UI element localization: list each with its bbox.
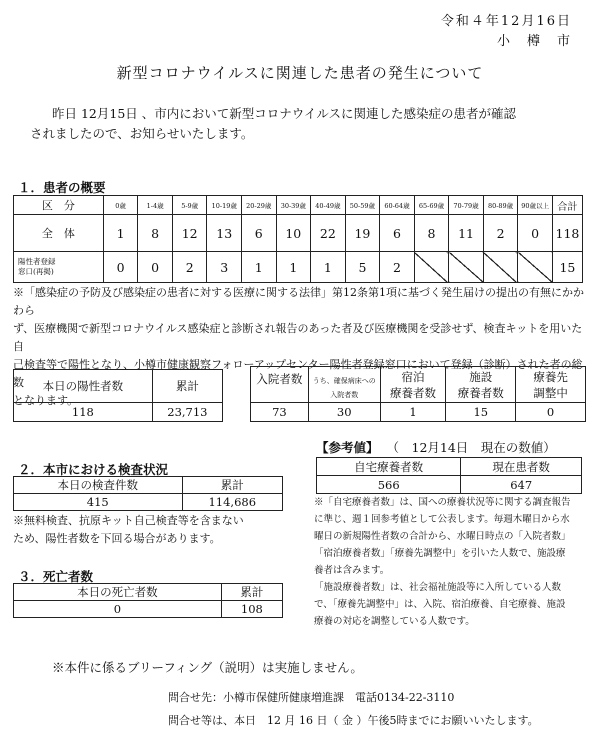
- total-value-10: 11: [449, 215, 484, 252]
- hotel-label-line-2: 療養者数: [390, 385, 436, 400]
- total-value-2: 12: [172, 215, 207, 252]
- reference-subheading: （ 12月14日 現在の数値）: [386, 440, 556, 455]
- age-group-7: 50-59歳: [345, 196, 380, 215]
- age-group-5: 30-39歳: [276, 196, 311, 215]
- tests-total-label: 累計: [182, 477, 282, 494]
- age-group-2: 5-9歳: [172, 196, 207, 215]
- intro-line-2: されましたので、お知らせいたします。: [30, 126, 254, 141]
- total-row: [14, 215, 583, 252]
- issuing-city: 小 樽 市: [496, 34, 572, 49]
- registration-value-8: 2: [380, 252, 415, 283]
- registration-value-6: 1: [311, 252, 346, 283]
- registration-value-10-diagonal: [449, 252, 484, 283]
- total-value-1: 8: [138, 215, 173, 252]
- hospitalization-table: [250, 366, 586, 422]
- document-date-block: [441, 12, 572, 52]
- home-care-label: 自宅療養者数: [317, 458, 461, 476]
- total-value-6: 22: [311, 215, 346, 252]
- reference-note-line-3: 曜日の新規陽性者数の合計から、水曜日時点の「入院者数」: [314, 531, 571, 542]
- deaths-today-value: 0: [14, 601, 222, 618]
- reserved-bed-label: [308, 367, 380, 403]
- admitted-value: 73: [251, 403, 309, 422]
- reference-note-line-1: ※「自宅療養者数」は、国への療養状況等に関する調査報告: [314, 497, 571, 508]
- adjusting-value: 0: [516, 403, 586, 422]
- reference-note: [314, 494, 589, 630]
- age-group-0: 0歳: [103, 196, 138, 215]
- section2-note-line-2: ため、陽性者数を下回る場合があります。: [13, 532, 221, 545]
- registration-value-9-diagonal: [414, 252, 449, 283]
- facility-label: [446, 367, 516, 403]
- testing-table: [13, 476, 283, 511]
- reserved-bed-label-line-1: うち、確保病床への: [312, 377, 376, 385]
- registration-value-0: 0: [103, 252, 138, 283]
- admitted-label: 入院者数: [251, 367, 309, 403]
- registration-value-3: 3: [207, 252, 242, 283]
- hotel-value: 1: [380, 403, 446, 422]
- total-row-label: 全 体: [14, 215, 104, 252]
- positives-total-label: 累計: [152, 370, 222, 403]
- age-header-row: [14, 196, 583, 215]
- total-value-sum: 118: [552, 215, 582, 252]
- contact-info: 問合せ先：小樽市保健所健康増進課 電話0134-22-3110: [168, 691, 455, 704]
- section2-heading: ２．本市における検査状況: [18, 462, 169, 477]
- registration-row: [14, 252, 583, 283]
- total-value-8: 6: [380, 215, 415, 252]
- registration-value-sum: 15: [552, 252, 582, 283]
- reserved-bed-label-line-2: 入院者数: [330, 391, 359, 399]
- age-group-12: 90歳以上: [518, 196, 553, 215]
- reference-note-line-7: で、「療養先調整中」は、入院、宿泊療養、自宅療養、施設: [314, 599, 566, 610]
- positives-total-value: 23,713: [152, 403, 222, 422]
- registration-value-4: 1: [242, 252, 277, 283]
- facility-label-line-2: 療養者数: [457, 385, 504, 400]
- deaths-table: [13, 583, 283, 618]
- document-title: 新型コロナウイルスに関連した患者の発生について: [116, 64, 484, 82]
- reference-note-line-5: 養者は含みます。: [314, 565, 390, 576]
- registration-value-7: 5: [345, 252, 380, 283]
- age-group-6: 40-49歳: [311, 196, 346, 215]
- section1-note-line-3: 己検査等で陽性となり、小樽市健康観察フォローアップセンター陽性者登録窓口において登録（診断）された者の総数: [13, 358, 583, 389]
- registration-label-line-1: 陽性者登録: [18, 257, 56, 266]
- total-value-0: 1: [103, 215, 138, 252]
- section3-heading: ３．死亡者数: [18, 569, 94, 584]
- adjusting-label-line-2: 調整中: [533, 385, 568, 400]
- facility-value: 15: [446, 403, 516, 422]
- reference-heading: 【参考値】: [316, 440, 379, 455]
- registration-value-5: 1: [276, 252, 311, 283]
- deaths-total-value: 108: [221, 601, 282, 618]
- briefing-notice: ※本件に係るブリーフィング（説明）は実施しません。: [52, 660, 363, 675]
- hotel-label: [380, 367, 446, 403]
- section1-note-line-1: ※「感染症の予防及び感染症の患者に対する医療に関する法律」第12条第1項に基づく発生届けの提出の有無にかかわら: [13, 286, 584, 317]
- current-patients-value: 647: [461, 476, 582, 494]
- registration-row-label: [14, 252, 104, 283]
- section2-note: [13, 512, 298, 548]
- reference-note-line-2: に準じ、週１回参考値として公表します。毎週木曜日から水: [314, 514, 570, 525]
- reference-header: [316, 438, 556, 456]
- registration-value-11-diagonal: [483, 252, 518, 283]
- intro-line-1: 昨日 12月15日 、市内において新型コロナウイルスに関連した感染症の患者が確認: [52, 106, 517, 121]
- deaths-total-label: 累計: [221, 584, 282, 601]
- section1-note-line-2: ず、医療機関で新型コロナウイルス感染症と診断され報告のあった者及び医療機関を受診せず、検査キットを用いた自: [13, 322, 583, 353]
- age-group-total: 合計: [552, 196, 582, 215]
- age-group-3: 10-19歳: [207, 196, 242, 215]
- total-value-5: 10: [276, 215, 311, 252]
- facility-label-line-1: 施設: [469, 369, 493, 384]
- positives-today-value: 118: [14, 403, 153, 422]
- reserved-bed-value: 30: [308, 403, 380, 422]
- reference-note-line-8: 療養の対応を調整している人数です。: [314, 616, 475, 627]
- registration-value-1: 0: [138, 252, 173, 283]
- age-group-8: 60-64歳: [380, 196, 415, 215]
- reference-note-line-6: 「施設療養者数」は、社会福祉施設等に入所している人数: [314, 582, 562, 593]
- positives-table: [13, 369, 223, 422]
- registration-value-2: 2: [172, 252, 207, 283]
- hotel-label-line-1: 宿泊: [401, 369, 425, 384]
- tests-total-value: 114,686: [182, 494, 282, 511]
- deaths-today-label: 本日の死亡者数: [14, 584, 222, 601]
- registration-value-12-diagonal: [518, 252, 553, 283]
- age-group-1: 1-4歳: [138, 196, 173, 215]
- document-date: 令和４年12月16日: [440, 14, 572, 29]
- total-value-4: 6: [242, 215, 277, 252]
- section2-note-line-1: ※無料検査、抗原キット自己検査等を含まない: [13, 514, 244, 527]
- registration-label-line-2: 窓口(再掲): [18, 267, 54, 276]
- total-value-9: 8: [414, 215, 449, 252]
- age-group-10: 70-79歳: [449, 196, 484, 215]
- intro-paragraph: [30, 104, 575, 144]
- adjusting-label: [516, 367, 586, 403]
- age-group-4: 20-29歳: [242, 196, 277, 215]
- adjusting-label-line-1: 療養先: [533, 369, 568, 384]
- reference-table: [316, 457, 582, 494]
- home-care-value: 566: [317, 476, 461, 494]
- section1-heading: １．患者の概要: [18, 180, 106, 195]
- total-value-7: 19: [345, 215, 380, 252]
- age-group-9: 65-69歳: [414, 196, 449, 215]
- inquiry-hours: 問合せ等は、本日 12 月 16 日（ 金 ）午後5時までにお願いいたします。: [168, 714, 539, 727]
- total-value-3: 13: [207, 215, 242, 252]
- patient-summary-table: [13, 195, 583, 283]
- positives-today-label: 本日の陽性者数: [14, 370, 153, 403]
- age-header-label: 区 分: [14, 196, 104, 215]
- tests-today-label: 本日の検査件数: [14, 477, 183, 494]
- current-patients-label: 現在患者数: [461, 458, 582, 476]
- tests-today-value: 415: [14, 494, 183, 511]
- reference-note-line-4: 「宿泊療養者数」「療養先調整中」を引いた人数で、施設療: [314, 548, 566, 559]
- section1-note-line-4: となります。: [13, 394, 79, 407]
- age-group-11: 80-89歳: [483, 196, 518, 215]
- total-value-11: 2: [483, 215, 518, 252]
- total-value-12: 0: [518, 215, 553, 252]
